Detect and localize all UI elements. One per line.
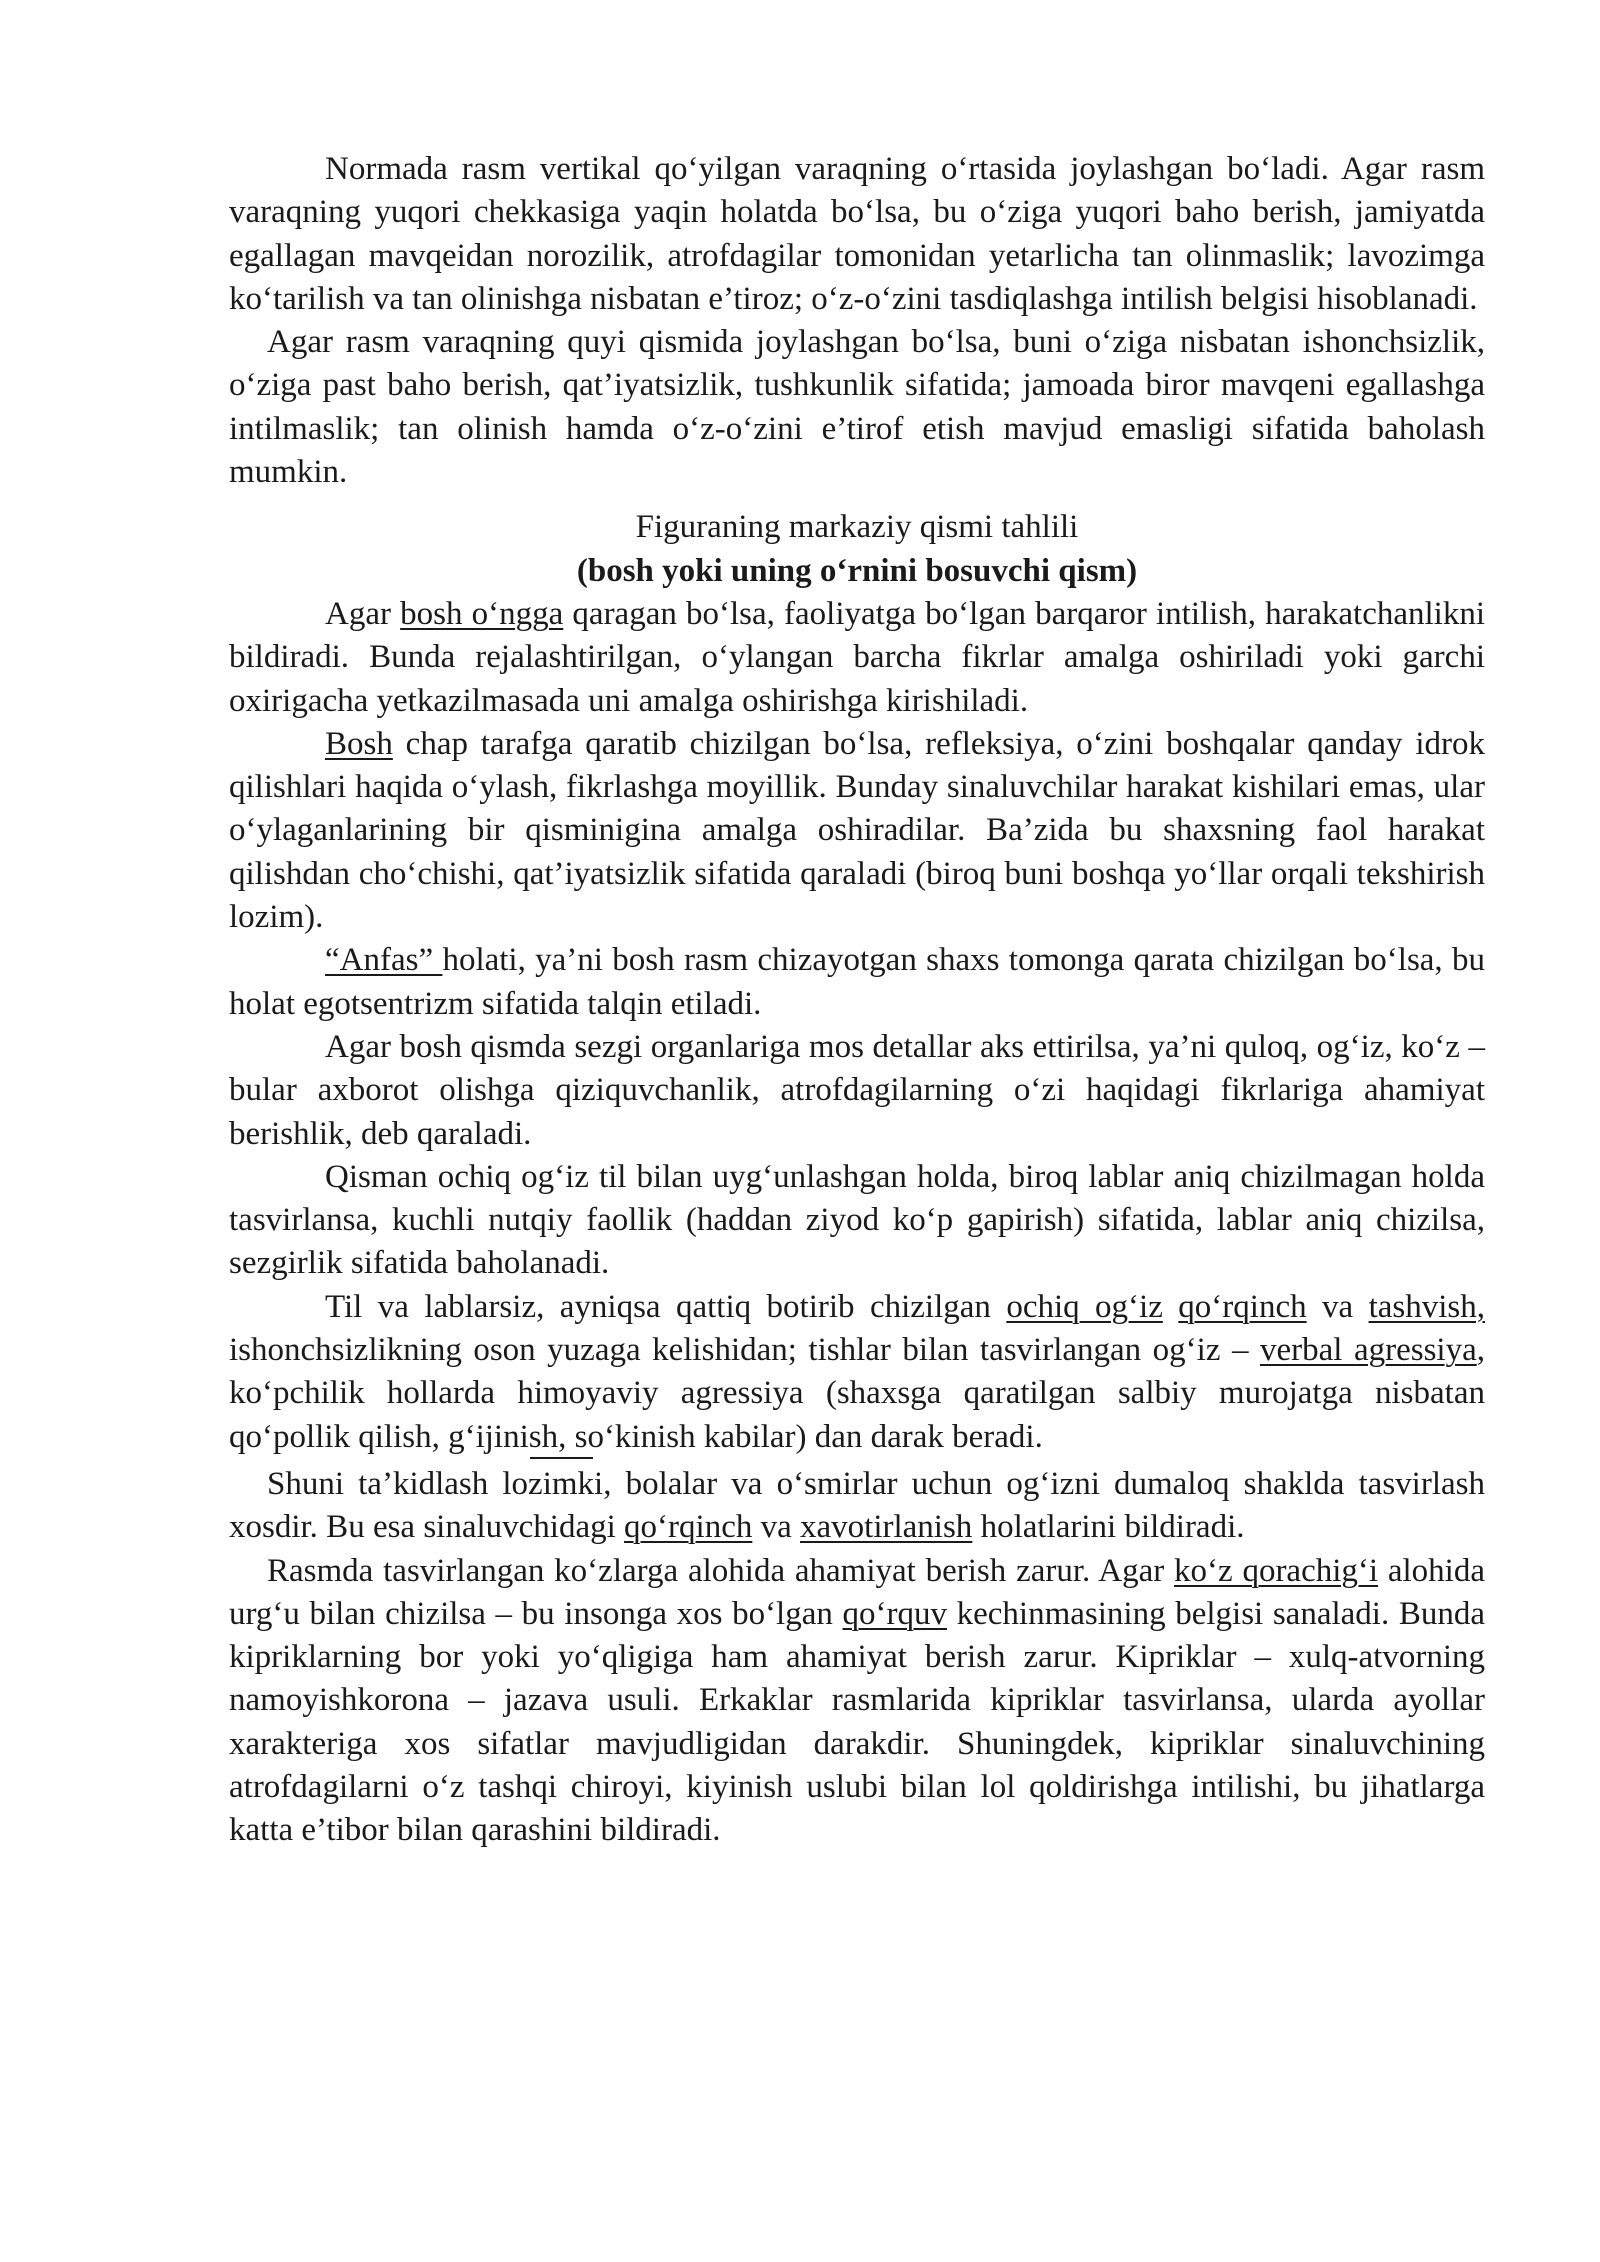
text-run: alohida urg‘u bilan chizilsa – bu insonga xos bo‘lgan [229,1552,1485,1632]
paragraph-head-right [229,593,1485,723]
paragraph-head-left [229,723,1485,939]
underlined-term: “Anfas” [325,942,443,979]
paragraph-open-mouth: Qisman ochiq og‘iz til bilan uyg‘unlashgan holda, biroq lablar aniq chizilmagan holda tasvirlansa, kuchli nutqiy faollik (haddan ziyod ko‘p gapirish) sifatida, lablar aniq chizilsa, sezgirlik sifatida baholanadi. [229,1158,1485,1282]
text-run: Agar [325,595,401,632]
paragraph-anfas [229,939,1485,1026]
underlined-term: qo‘rquv [842,1595,947,1632]
text-run: Rasmda tasvirlangan ko‘zlarga alohida ahamiyat berish zarur. Agar [267,1552,1175,1589]
text-run: chap tarafga qaratib chizilgan bo‘lsa, refleksiya, o‘zini boshqalar qanday idrok qilishlari haqida o‘ylash, fikrlashga moyillik. Bunday sinaluvchilar harakat kishilari emas, ular o‘ylaganlarining bir qisminigina amalga oshiradilar. Ba’zida bu shaxsning faol harakat qilishdan cho‘chishi, qat’iyatsizlik sifatida qaraladi (biroq buni boshqa yo‘llar orqali tekshirish lozim). [229,725,1485,936]
text-run: holati, ya’ni bosh rasm chizayotgan shaxs tomonga qarata chizilgan bo‘lsa, bu holat egotsentrizm sifatida talqin etiladi. [229,942,1485,1022]
text-run: va [1306,1288,1369,1325]
text-run: Shuni ta’kidlash lozimki, bolalar va o‘smirlar uchun og‘izni dumaloq shaklda tasvirlash xosdir. Bu esa sinaluvchidagi [229,1465,1485,1546]
paragraph-sense-organs: Agar bosh qismda sezgi organlariga mos detallar aks ettirilsa, ya’ni quloq, og‘iz, ko‘z – bular axborot olishga qiziquvchanlik, atrofdagilarning o‘zi haqidagi fikrlariga ahamiyat berishlik, deb qaraladi. [229,1028,1485,1152]
underlined-term: verbal agressiya [1260,1332,1477,1369]
text-run: holatlarini bildiradi. [972,1509,1245,1546]
underlined-term: qo‘rqinch [1178,1288,1307,1325]
section-subheading: (bosh yoki uning o‘rnini bosuvchi qism) [576,552,1138,589]
paragraph-normal-position: Normada rasm vertikal qo‘yilgan varaqning o‘rtasida joylashgan bo‘ladi. Agar rasm varaqning yuqori chekkasiga yaqin holatda bo‘lsa, bu o‘ziga yuqori baho berish, jamiyatda egallagan mavqeidan norozilik, atrofdagilar tomonidan yetarlicha tan olinmaslik; lavozimga ko‘tarilish va tan olinishga nisbatan e’tiroz; o‘z-o‘zini tasdiqlashga intilish belgisi hisoblanadi. [229,151,1485,317]
paragraph-mouth-teeth [229,1286,1485,1459]
text-run: kechinmasining belgisi sanaladi. Bunda kipriklarning bor yoki yo‘qligiga ham ahamiyat berish zarur. Kipriklar – xulq-atvorning namoyishkorona – jazava usuli. Erkaklar rasmlarida kipriklar tasvirlansa, ularda ayollar xarakteriga xos sifatlar mavjudligidan darakdir. Shuningdek, kipriklar sinaluvchining atrofdagilarni o‘z tashqi chiroyi, kiyinish uslubi bilan lol qoldirishga intilishi, bu jihatlarga katta e’tibor bilan qarashini bildiradi. [229,1595,1486,1849]
paragraph-eyes [229,1550,1485,1853]
text-run: va [752,1509,800,1546]
section-heading: Figuraning markaziy qismi tahlili [635,509,1079,546]
text-run: , ko‘pchilik hollarda himoyaviy agressiya (shaxsga qaratilgan salbiy murojatga nisbatan qo‘pollik qilish, g‘ijinish, so‘kinish kabilar) dan darak beradi. [229,1332,1485,1455]
text-run: ishonchsizlikning oson yuzaga kelishidan; tishlar bilan tasvirlangan og‘iz – [229,1332,1260,1369]
underlined-term: xavotirlanish [800,1509,973,1546]
document-page [229,148,1485,1853]
underlined-term: bosh o‘ngga [400,595,564,632]
text-run: Til va lablarsiz, ayniqsa qattiq botirib chizilgan [325,1288,1007,1325]
paragraph-lower-position: Agar rasm varaqning quyi qismida joylashgan bo‘lsa, buni o‘ziga nisbatan ishonchsizlik, o‘ziga past baho berish, qat’iyatsizlik, tushkunlik sifatida; jamoada biror mavqeni egallashga intilmaslik; tan olinish hamda o‘z-o‘zini e’tirof etish mavjud emasligi sifatida baholash mumkin. [229,324,1485,491]
text-run: qaragan bo‘lsa, faoliyatga bo‘lgan barqaror intilish, harakatchanlikni bildiradi. Bunda rejalashtirilgan, o‘ylangan barcha fikrlar amalga oshiriladi yoki garchi oxirigacha yetkazilmasada uni amalga oshirishga kirishiladi. [229,595,1485,719]
underlined-term: qo‘rqinch [624,1509,753,1546]
text-run [1163,1289,1178,1325]
underlined-term: ko‘z qorachig‘i [1174,1552,1379,1589]
underlined-term: ochiq og‘iz [1006,1288,1163,1325]
underlined-term: Bosh [325,725,393,762]
paragraph-round-mouth [229,1463,1485,1550]
underlined-term: tashvish, [1368,1288,1485,1325]
